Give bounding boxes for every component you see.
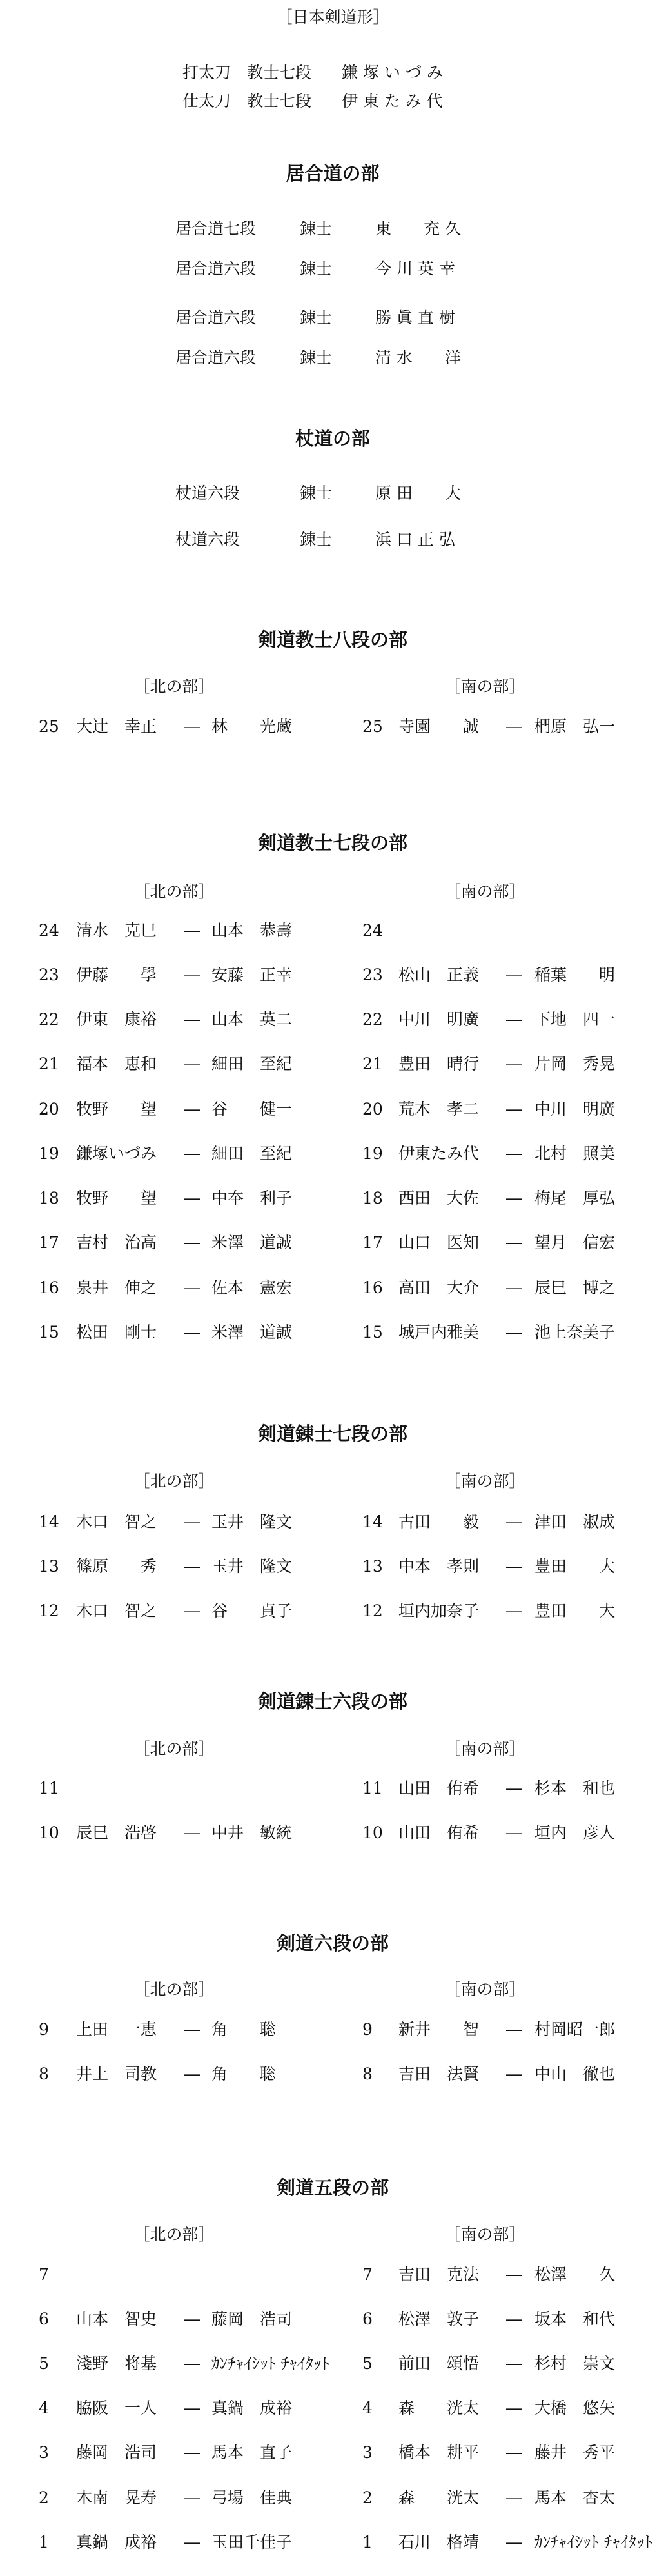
jodo-rank: 杖道六段	[175, 530, 240, 549]
player-right: 池上奈美子	[534, 1323, 616, 1342]
vs-dash: ―	[184, 717, 200, 736]
match-number: 25	[362, 717, 383, 736]
vs-dash: ―	[184, 2443, 200, 2462]
player-right: 細田 至紀	[211, 1055, 293, 1073]
match-number: 12	[39, 1601, 59, 1620]
jodo-rank: 杖道六段	[175, 484, 240, 502]
kata-rank: 教士七段	[247, 63, 312, 82]
match-number: 17	[39, 1233, 59, 1252]
vs-dash: ―	[184, 2488, 200, 2507]
vs-dash: ―	[184, 1100, 200, 1118]
section-heading: 剣道錬士七段の部	[257, 1423, 408, 1445]
match-number: 9	[39, 2020, 49, 2039]
vs-dash: ―	[506, 1601, 522, 1620]
iai-title: 錬士	[300, 348, 333, 367]
match-number: 7	[39, 2265, 49, 2284]
player-right: 椚原 弘一	[534, 717, 616, 736]
player-right: 片岡 秀晃	[534, 1055, 616, 1073]
player-left: 吉田 法賢	[398, 2065, 480, 2083]
player-left: 大辻 幸正	[76, 717, 157, 736]
vs-dash: ―	[184, 1144, 200, 1163]
player-left: 伊藤 學	[76, 966, 157, 984]
player-left: 上田 一恵	[76, 2020, 157, 2039]
iai-name: 今 川 英 幸	[375, 259, 455, 278]
match-number: 24	[362, 921, 383, 940]
match-number: 1	[39, 2533, 49, 2551]
match-number: 7	[362, 2265, 373, 2284]
player-left: 山田 侑希	[398, 1779, 480, 1798]
player-left: 吉田 克法	[398, 2265, 480, 2284]
vs-dash: ―	[184, 1601, 200, 1620]
player-right: 杉本 和也	[534, 1779, 616, 1798]
vs-dash: ―	[506, 1010, 522, 1029]
vs-dash: ―	[184, 2354, 200, 2373]
player-left: 脇阪 一人	[76, 2399, 157, 2417]
player-left: 新井 智	[398, 2020, 480, 2039]
jodo-name: 浜 口 正 弘	[375, 530, 455, 549]
player-right: 玉井 隆文	[211, 1512, 293, 1531]
match-number: 20	[362, 1100, 383, 1118]
match-number: 8	[362, 2065, 373, 2083]
iai-name: 勝 眞 直 樹	[375, 308, 455, 327]
jodo-name: 原 田 大	[375, 484, 461, 502]
match-number: 5	[362, 2354, 373, 2373]
kata-name: 伊 東 た み 代	[342, 92, 443, 110]
player-left: 橋本 耕平	[398, 2443, 480, 2462]
player-left: 泉井 伸之	[76, 1278, 157, 1297]
vs-dash: ―	[506, 1189, 522, 1207]
player-right: 山本 恭壽	[211, 921, 293, 940]
north-label: ［北の部］	[133, 882, 215, 901]
vs-dash: ―	[184, 1010, 200, 1029]
match-number: 3	[39, 2443, 49, 2462]
player-right: 稲葉 明	[534, 966, 616, 984]
vs-dash: ―	[184, 1278, 200, 1297]
north-label: ［北の部］	[133, 1980, 215, 1999]
kata-role: 仕太刀	[182, 92, 231, 110]
match-number: 4	[362, 2399, 373, 2417]
match-number: 4	[39, 2399, 49, 2417]
player-left: 吉村 治高	[76, 1233, 157, 1252]
vs-dash: ―	[506, 1055, 522, 1073]
section-heading-jodo: 杖道の部	[295, 428, 371, 450]
match-number: 6	[362, 2310, 373, 2328]
player-right: 中夲 利子	[211, 1189, 293, 1207]
player-left: 福本 恵和	[76, 1055, 157, 1073]
player-left: 伊東 康裕	[76, 1010, 157, 1029]
vs-dash: ―	[506, 717, 522, 736]
kata-rank: 教士七段	[247, 92, 312, 110]
player-left: 木口 智之	[76, 1512, 157, 1531]
player-right: 中川 明廣	[534, 1100, 616, 1118]
player-right: 垣内 彦人	[534, 1823, 616, 1842]
match-number: 15	[39, 1323, 59, 1342]
player-right: 中山 徹也	[534, 2065, 616, 2083]
player-right: 豊田 大	[534, 1601, 616, 1620]
south-label: ［南の部］	[444, 2225, 525, 2244]
player-left: 牧野 望	[76, 1100, 157, 1118]
vs-dash: ―	[184, 2310, 200, 2328]
player-left: 淺野 将基	[76, 2354, 157, 2373]
match-number: 5	[39, 2354, 49, 2373]
vs-dash: ―	[506, 2020, 522, 2039]
match-number: 21	[362, 1055, 383, 1073]
player-left: 山口 医知	[398, 1233, 480, 1252]
south-label: ［南の部］	[444, 1739, 525, 1758]
vs-dash: ―	[506, 2354, 522, 2373]
match-number: 2	[362, 2488, 373, 2507]
iai-name: 東 充 久	[375, 219, 461, 238]
match-number: 2	[39, 2488, 49, 2507]
player-left: 森 洸太	[398, 2488, 480, 2507]
player-right: 馬本 直子	[211, 2443, 293, 2462]
match-number: 16	[362, 1278, 383, 1297]
vs-dash: ―	[506, 1823, 522, 1842]
kata-label: ［日本剣道形］	[276, 8, 389, 26]
player-right: 梅尾 厚弘	[534, 1189, 616, 1207]
match-number: 14	[362, 1512, 383, 1531]
match-number: 9	[362, 2020, 373, 2039]
north-label: ［北の部］	[133, 1472, 215, 1491]
south-label: ［南の部］	[444, 882, 525, 901]
vs-dash: ―	[184, 966, 200, 984]
player-left: 牧野 望	[76, 1189, 157, 1207]
south-label: ［南の部］	[444, 677, 525, 696]
vs-dash: ―	[184, 2533, 200, 2551]
player-left: 中本 孝則	[398, 1557, 480, 1576]
player-right: 林 光蔵	[211, 717, 293, 736]
player-left: 古田 毅	[398, 1512, 480, 1531]
section-heading: 剣道六段の部	[276, 1932, 389, 1954]
player-right: 真鍋 成裕	[211, 2399, 293, 2417]
match-number: 19	[362, 1144, 383, 1163]
vs-dash: ―	[506, 2399, 522, 2417]
vs-dash: ―	[184, 2399, 200, 2417]
player-left: 木南 晃寿	[76, 2488, 157, 2507]
player-right: 北村 照美	[534, 1144, 616, 1163]
match-number: 16	[39, 1278, 59, 1297]
vs-dash: ―	[184, 1323, 200, 1342]
match-number: 17	[362, 1233, 383, 1252]
iai-rank: 居合道六段	[175, 308, 257, 327]
iai-title: 錬士	[300, 308, 333, 327]
player-left: 伊東たみ代	[398, 1144, 480, 1163]
vs-dash: ―	[184, 1055, 200, 1073]
player-right: ｶﾝﾁｬｲｼｯﾄ ﾁｬｲﾀｯﾄ	[211, 2354, 329, 2373]
player-right: 松澤 久	[534, 2265, 616, 2284]
match-number: 15	[362, 1323, 383, 1342]
player-left: 石川 格靖	[398, 2533, 480, 2551]
player-right: ｶﾝﾁｬｲｼｯﾄ ﾁｬｲﾀｯﾄ	[534, 2533, 652, 2551]
player-left: 城戸内雅美	[398, 1323, 480, 1342]
iai-rank: 居合道七段	[175, 219, 257, 238]
match-number: 24	[39, 921, 59, 940]
player-right: 望月 信宏	[534, 1233, 616, 1252]
match-number: 20	[39, 1100, 59, 1118]
section-heading: 剣道錬士六段の部	[257, 1690, 408, 1712]
vs-dash: ―	[506, 1512, 522, 1531]
player-right: 玉田千佳子	[211, 2533, 293, 2551]
north-label: ［北の部］	[133, 2225, 215, 2244]
kata-role: 打太刀	[182, 63, 231, 82]
player-right: 下地 四一	[534, 1010, 616, 1029]
iai-rank: 居合道六段	[175, 259, 257, 278]
match-number: 21	[39, 1055, 59, 1073]
player-right: 馬本 杏太	[534, 2488, 616, 2507]
vs-dash: ―	[506, 1233, 522, 1252]
player-left: 篠原 秀	[76, 1557, 157, 1576]
match-number: 18	[362, 1189, 383, 1207]
player-left: 松澤 敦子	[398, 2310, 480, 2328]
match-number: 10	[39, 1823, 59, 1842]
vs-dash: ―	[506, 2488, 522, 2507]
vs-dash: ―	[184, 1557, 200, 1576]
section-heading: 剣道教士七段の部	[257, 832, 408, 854]
player-left: 井上 司教	[76, 2065, 157, 2083]
match-number: 13	[362, 1557, 383, 1576]
player-left: 真鍋 成裕	[76, 2533, 157, 2551]
player-right: 角 聡	[211, 2065, 277, 2083]
player-left: 山本 智史	[76, 2310, 157, 2328]
jodo-title: 錬士	[300, 484, 333, 502]
player-right: 豊田 大	[534, 1557, 616, 1576]
match-number: 12	[362, 1601, 383, 1620]
player-right: 玉井 隆文	[211, 1557, 293, 1576]
player-right: 大橋 悠矢	[534, 2399, 616, 2417]
player-right: 津田 淑成	[534, 1512, 616, 1531]
iai-rank: 居合道六段	[175, 348, 257, 367]
vs-dash: ―	[506, 2065, 522, 2083]
section-heading-iai: 居合道の部	[286, 163, 380, 184]
vs-dash: ―	[184, 2065, 200, 2083]
player-left: 松田 剛士	[76, 1323, 157, 1342]
vs-dash: ―	[506, 1278, 522, 1297]
player-left: 高田 大介	[398, 1278, 480, 1297]
vs-dash: ―	[506, 966, 522, 984]
player-right: 弓場 佳典	[211, 2488, 293, 2507]
vs-dash: ―	[184, 1233, 200, 1252]
section-heading: 剣道教士八段の部	[257, 629, 408, 651]
match-number: 18	[39, 1189, 59, 1207]
vs-dash: ―	[506, 1100, 522, 1118]
match-number: 3	[362, 2443, 373, 2462]
vs-dash: ―	[506, 1323, 522, 1342]
player-right: 坂本 和代	[534, 2310, 616, 2328]
player-left: 荒木 孝二	[398, 1100, 480, 1118]
player-right: 村岡昭一郎	[534, 2020, 616, 2039]
player-right: 米澤 道誠	[211, 1323, 293, 1342]
player-left: 辰巳 浩啓	[76, 1823, 157, 1842]
player-left: 寺園 誠	[398, 717, 480, 736]
vs-dash: ―	[506, 2265, 522, 2284]
match-number: 8	[39, 2065, 49, 2083]
player-left: 木口 智之	[76, 1601, 157, 1620]
vs-dash: ―	[506, 2443, 522, 2462]
player-left: 藤岡 浩司	[76, 2443, 157, 2462]
vs-dash: ―	[506, 1779, 522, 1798]
match-number: 22	[362, 1010, 383, 1029]
player-right: 藤井 秀平	[534, 2443, 616, 2462]
match-number: 25	[39, 717, 59, 736]
vs-dash: ―	[184, 2020, 200, 2039]
match-number: 23	[39, 966, 59, 984]
vs-dash: ―	[184, 1189, 200, 1207]
south-label: ［南の部］	[444, 1980, 525, 1999]
match-number: 13	[39, 1557, 59, 1576]
player-left: 松山 正義	[398, 966, 480, 984]
vs-dash: ―	[506, 1557, 522, 1576]
kata-name: 鎌 塚 い づ み	[342, 63, 443, 82]
player-right: 藤岡 浩司	[211, 2310, 293, 2328]
north-label: ［北の部］	[133, 1739, 215, 1758]
match-number: 14	[39, 1512, 59, 1531]
player-right: 杉村 崇文	[534, 2354, 616, 2373]
match-number: 10	[362, 1823, 383, 1842]
iai-title: 錬士	[300, 219, 333, 238]
section-heading: 剣道五段の部	[276, 2177, 389, 2199]
match-number: 11	[362, 1779, 383, 1798]
jodo-title: 錬士	[300, 530, 333, 549]
player-right: 山本 英二	[211, 1010, 293, 1029]
match-number: 1	[362, 2533, 373, 2551]
player-left: 清水 克巳	[76, 921, 157, 940]
vs-dash: ―	[184, 1512, 200, 1531]
vs-dash: ―	[506, 2533, 522, 2551]
player-right: 辰巳 博之	[534, 1278, 616, 1297]
match-number: 11	[39, 1779, 59, 1798]
iai-name: 清 水 洋	[375, 348, 461, 367]
vs-dash: ―	[184, 1823, 200, 1842]
player-left: 垣内加奈子	[398, 1601, 480, 1620]
player-left: 西田 大佐	[398, 1189, 480, 1207]
vs-dash: ―	[184, 921, 200, 940]
north-label: ［北の部］	[133, 677, 215, 696]
player-right: 角 聡	[211, 2020, 277, 2039]
player-left: 豊田 晴行	[398, 1055, 480, 1073]
player-right: 谷 貞子	[211, 1601, 293, 1620]
player-right: 細田 至紀	[211, 1144, 293, 1163]
player-left: 鎌塚いづみ	[76, 1144, 157, 1163]
south-label: ［南の部］	[444, 1472, 525, 1491]
vs-dash: ―	[506, 2310, 522, 2328]
match-number: 19	[39, 1144, 59, 1163]
iai-title: 錬士	[300, 259, 333, 278]
player-left: 山田 侑希	[398, 1823, 480, 1842]
player-right: 谷 健一	[211, 1100, 293, 1118]
player-left: 前田 頌悟	[398, 2354, 480, 2373]
vs-dash: ―	[506, 1144, 522, 1163]
match-number: 23	[362, 966, 383, 984]
player-left: 中川 明廣	[398, 1010, 480, 1029]
match-number: 22	[39, 1010, 59, 1029]
player-left: 森 洸太	[398, 2399, 480, 2417]
player-right: 米澤 道誠	[211, 1233, 293, 1252]
match-number: 6	[39, 2310, 49, 2328]
player-right: 佐本 憲宏	[211, 1278, 293, 1297]
player-right: 中井 敏統	[211, 1823, 293, 1842]
player-right: 安藤 正幸	[211, 966, 293, 984]
